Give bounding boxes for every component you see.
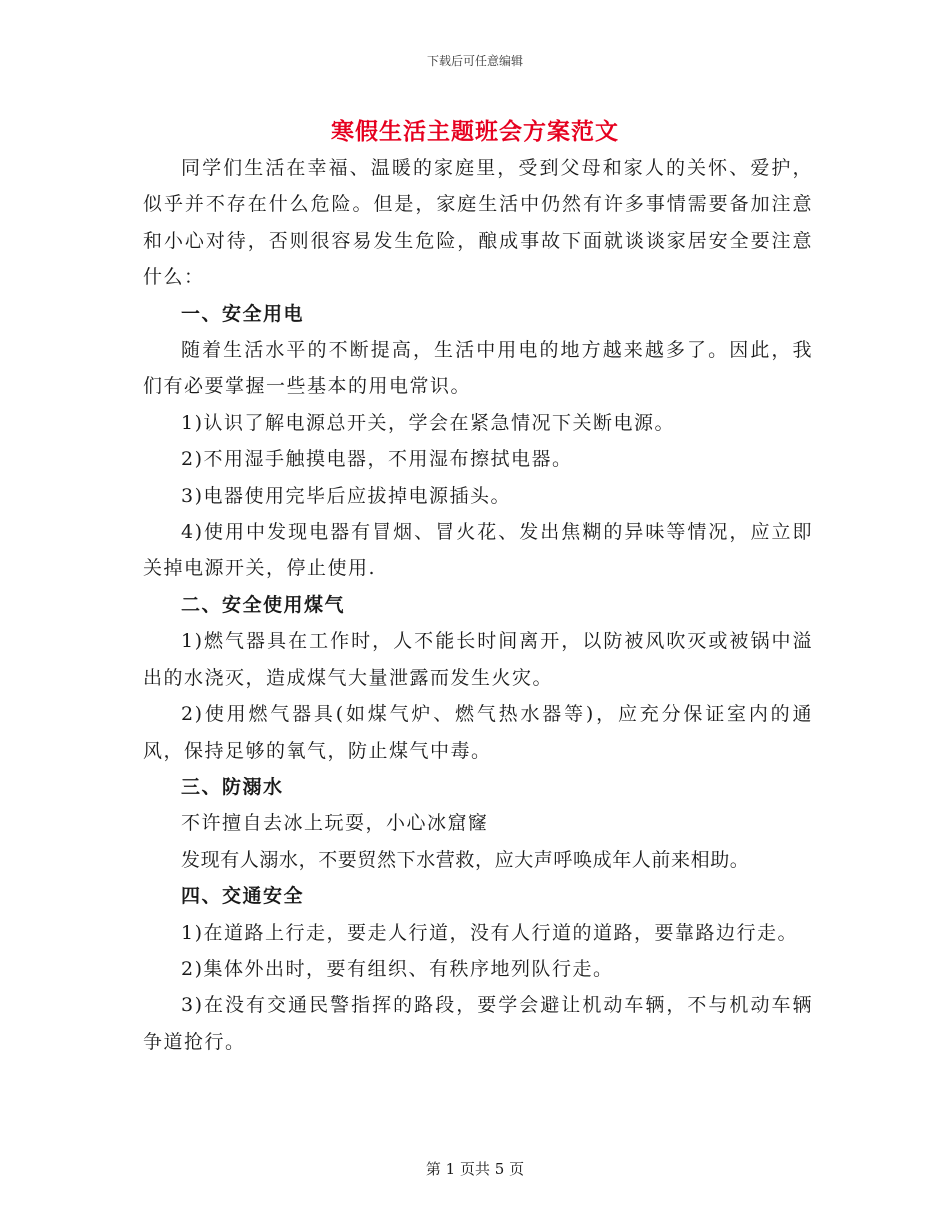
document-body [143, 150, 813, 1060]
section-gas [143, 587, 813, 769]
document-title: 寒假生活主题班会方案范文 [331, 118, 619, 145]
list-item: 2)不用湿手触摸电器，不用湿布擦拭电器。 [181, 448, 573, 471]
paragraph: 不许擅自去冰上玩耍，小心冰窟窿 [181, 812, 489, 835]
list-item: 1)燃气器具在工作时，人不能长时间离开，以防被风吹灭或被锅中溢出的水浇灭，造成煤气大量泄露而发生火灾。 [143, 630, 813, 689]
paragraph: 发现有人溺水，不要贸然下水营救，应大声呼唤成年人前来相助。 [181, 848, 750, 871]
paragraph: 随着生活水平的不断提高，生活中用电的地方越来越多了。因此，我们有必要掌握一些基本的用电常识。 [143, 339, 813, 398]
list-item: 1)认识了解电源总开关，学会在紧急情况下关断电源。 [181, 411, 676, 434]
page-footer-number: 第 1 页共 5 页 [425, 1160, 525, 1178]
list-item: 4)使用中发现电器有冒烟、冒火花、发出焦糊的异味等情况，应立即关掉电源开关，停止使用. [143, 521, 813, 580]
list-item: 2)使用燃气器具(如煤气炉、燃气热水器等)，应充分保证室内的通风，保持足够的氧气，防止煤气中毒。 [143, 703, 813, 762]
section-electricity [143, 296, 813, 587]
list-item: 3)在没有交通民警指挥的路段，要学会避让机动车辆，不与机动车辆争道抢行。 [143, 994, 813, 1053]
list-item: 1)在道路上行走，要走人行道，没有人行道的道路，要靠路边行走。 [181, 921, 799, 944]
list-item: 3)电器使用完毕后应拔掉电源插头。 [181, 484, 512, 507]
intro-paragraph: 同学们生活在幸福、温暖的家庭里，受到父母和家人的关怀、爱护，似乎并不存在什么危险。但是，家庭生活中仍然有许多事情需要备加注意和小心对待，否则很容易发生危险，酿成事故下面就谈谈家居安全要注意什么： [143, 157, 813, 289]
page-header-note: 下载后可任意编辑 [426, 54, 523, 68]
section-heading: 二、安全使用煤气 [181, 593, 346, 616]
section-traffic [143, 878, 813, 1060]
section-heading: 四、交通安全 [181, 885, 305, 908]
section-heading: 三、防溺水 [181, 775, 284, 798]
section-drowning [143, 769, 813, 878]
section-heading: 一、安全用电 [181, 302, 305, 325]
list-item: 2)集体外出时，要有组织、有秩序地列队行走。 [181, 957, 614, 980]
